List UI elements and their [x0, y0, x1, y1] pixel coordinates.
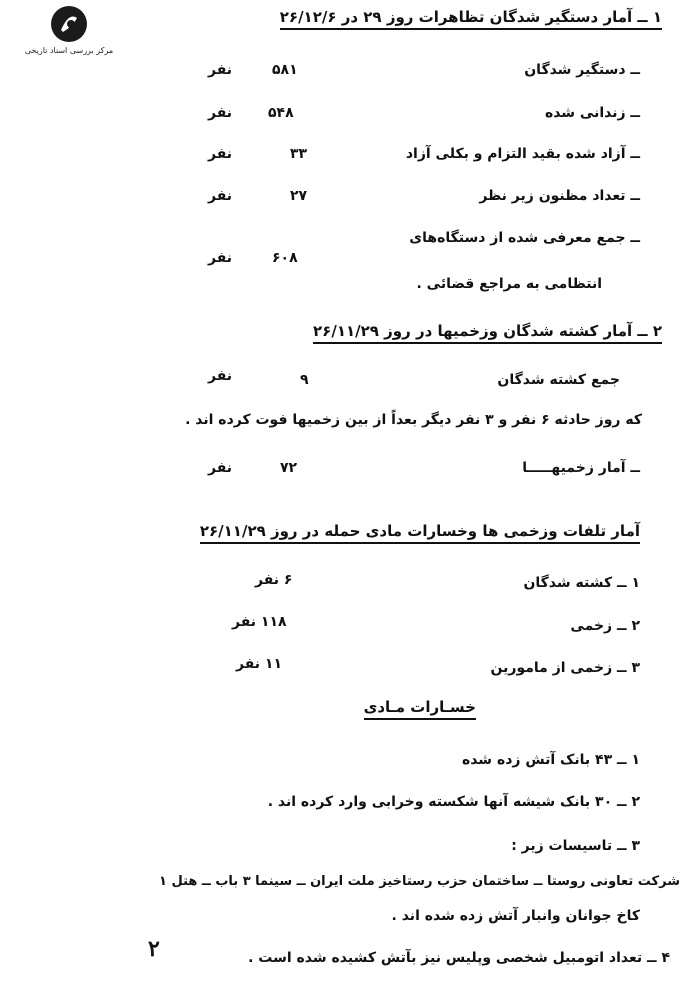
s4-item2: ۲ ــ ۳۰ بانک شیشه آنها شکسته وخرابی وارد کرده اند .	[267, 794, 640, 810]
s3-row3-label: ۳ ــ زخمی از مامورین	[490, 660, 640, 676]
s1-row2-value: ۵۴۸	[268, 105, 294, 121]
logo-caption: مرکز بررسی اسناد تاریخی	[24, 46, 114, 55]
handwritten-page-mark: ۲	[148, 936, 160, 962]
s2-note: که روز حادثه ۶ نفر و ۳ نفر دیگر بعداً از بین زخمیها فوت کرده اند .	[185, 412, 642, 428]
s4-item3: ۳ ــ تاسیسات زیر :	[511, 838, 640, 854]
s3-row2-value: ۱۱۸ نفر	[232, 614, 287, 630]
s3-row1-label: ۱ ــ کشته شدگان	[523, 575, 640, 591]
s1-row4-unit: نفر	[208, 188, 233, 204]
s2-wounded-unit: نفر	[208, 460, 233, 476]
s1-row1-unit: نفر	[208, 62, 233, 78]
s2-killed-label: جمع کشته شدگان	[497, 372, 620, 388]
s3-row3-value: ۱۱ نفر	[236, 656, 283, 672]
s1-row1-label: ــ دستگیر شدگان	[524, 62, 640, 78]
s4-item4: ۴ ــ تعداد اتومبیل شخصی وپلیس نیز بآتش کشیده شده است .	[248, 950, 670, 966]
s1-row5-label-line1: ــ جمع معرفی شده از دستگاه‌های	[409, 230, 640, 246]
s1-row1-value: ۵۸۱	[272, 62, 298, 78]
s3-row2-label: ۲ ــ زخمی	[570, 618, 640, 634]
section4-heading: خسـارات مـادی	[276, 698, 476, 716]
s4-item1: ۱ ــ ۴۳ بانک آتش زده شده	[461, 752, 640, 768]
s3-row1-value: ۶ نفر	[255, 572, 293, 588]
section1-heading: ۱ ــ آمار دستگیر شدگان تظاهرات روز ۲۹ در ۲۶/۱۲/۶	[232, 8, 662, 26]
s4-item3-detail-line1: شرکت تعاونی روستا ــ ساختمان حزب رستاخیز ملت ایران ــ سینما ۳ باب ــ هتل ۱	[159, 874, 680, 889]
s2-killed-value: ۹	[300, 372, 309, 388]
s1-row5-label-line2: انتظامی به مراجع قضائی .	[416, 276, 602, 292]
s4-item3-detail-line2: کاخ جوانان وانبار آتش زده شده اند .	[391, 908, 640, 924]
s1-row2-unit: نفر	[208, 105, 233, 121]
s1-row4-value: ۲۷	[290, 188, 308, 204]
s1-row2-label: ــ زندانی شده	[544, 105, 640, 121]
s2-wounded-value: ۷۲	[280, 460, 298, 476]
archive-logo	[14, 6, 124, 62]
s2-wounded-label: ــ آمار زخمیهـــــا	[522, 460, 640, 476]
section3-heading: آمار تلفات وزخمی ها وخسارات مادی حمله در روز ۲۶/۱۱/۲۹	[140, 522, 640, 540]
s1-row3-unit: نفر	[208, 146, 233, 162]
archive-logo-icon	[51, 6, 87, 42]
s1-row3-label: ــ آزاد شده بقید التزام و بکلی آزاد	[405, 146, 640, 162]
s2-killed-unit: نفر	[208, 368, 233, 384]
s1-row5-unit: نفر	[208, 250, 233, 266]
s1-row5-value: ۶۰۸	[272, 250, 298, 266]
s1-row3-value: ۳۳	[290, 146, 308, 162]
s1-row4-label: ــ تعداد مظنون زیر نظر	[479, 188, 640, 204]
section2-heading: ۲ ــ آمار کشته شدگان وزخمیها در روز ۲۶/۱۱/۲۹	[242, 322, 662, 340]
